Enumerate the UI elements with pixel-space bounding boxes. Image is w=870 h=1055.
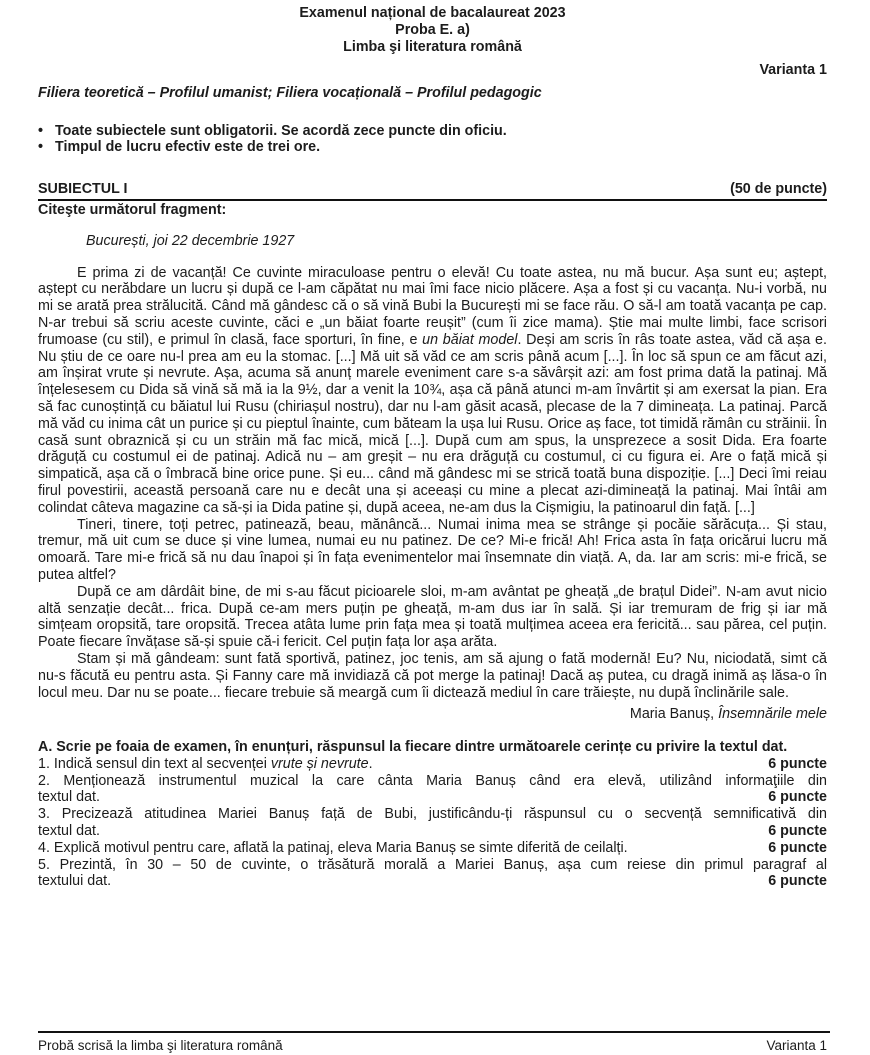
question-item-2 — [38, 773, 827, 807]
subject1-header — [38, 181, 827, 201]
fragment-p1-italic: un băiat model — [422, 331, 518, 348]
subject1-points: (50 de puncte) — [730, 181, 827, 198]
author-name: Maria Banuș, — [629, 706, 719, 723]
fragment-p1-text: . Deși am scris în râs toate astea, văd că așa e. Nu știu de ce oare nu-l prea am eu la stomac. [...] Mă uit să văd ce am scris până acum [...]. În loc să spun ce am făcut azi, am înșirat vrute și nevrute. Așa, acuma să anunț marele eveniment care s-a săvârșit azi: am fost prima dată la patinaj. Mă înțelesesem cu Dida să vină să mă ia la 9½, dar a venit la 10¾, așa că până atunci m-am învârtit și am exersat la pian. Era să fac cunoștință cu băiatul lui Rusu (chiriașul nostru), dar nu l-am găsit acasă, plecase de la 7 dimineața. La patinaj. Parcă mă văd cu inima cât un purice și cu pieptul înainte, cum băteam la ușa lui Rusu. Orice aș face, tot timidă rămân cu străinii. În casă sunt obraznică și cu un străin mă fac mică, mică [...]. După cum am spus, la unsprezece a sosit Dida. Era foarte drăguță cu costumul ei de patinaj. Adică nu – am greșit – nu era drăguță cu costumul, ci cu figura ei. Are o față mică și simpatică, așa că o îmbracă bine orice pune. Și eu... când mă gândesc mi se strică toată buna dispoziție. [...] Deci îmi reiau firul povestirii, această persoană care nu e decât una și aceeași cu mine a plecat azi-dimineață la patinaj. Mai întâi am colindat câteva magazine ca să-și ia Dida patine și, după aceea, ne-am dus la Cișmigiu, la patinoarul din față. [...] — [38, 331, 827, 516]
points-badge: 6 puncte — [768, 789, 827, 806]
subject1-title: SUBIECTUL I — [38, 181, 128, 198]
note-text: Toate subiectele sunt obligatorii. Se acordă zece puncte din oficiu. — [55, 122, 507, 139]
section-a-heading: A. Scrie pe foaia de examen, în enunțuri, răspunsul la fiecare dintre următoarele cerințe cu privire la textul dat. — [38, 739, 788, 756]
points-badge: 6 puncte — [768, 839, 827, 856]
question-item-4 — [38, 840, 827, 857]
variant-label: Varianta 1 — [759, 62, 827, 78]
points-badge: 6 puncte — [768, 823, 827, 840]
points-badge: 6 puncte — [768, 873, 827, 890]
bullet-icon: • — [38, 122, 44, 139]
footer-right-text: Varianta 1 — [766, 1038, 827, 1053]
exam-header — [38, 5, 827, 102]
question-text-tail: textului dat. — [38, 873, 112, 890]
question-item-1 — [38, 756, 827, 773]
question-item-3 — [38, 806, 827, 840]
question-text-tail: textul dat. — [38, 789, 100, 806]
footer-left-text: Probă scrisă la limba şi literatura română — [38, 1038, 283, 1053]
exam-proba: Proba E. a) — [395, 22, 470, 38]
question-text: 1. Indică sensul din text al secvenței vrute și nevrute. — [38, 755, 373, 772]
exam-subject-name: Limba şi literatura română — [343, 39, 522, 55]
question-item-5 — [38, 857, 827, 891]
exam-title: Examenul național de bacalaureat 2023 — [299, 5, 566, 21]
fragment-dateline: București, joi 22 decembrie 1927 — [86, 232, 295, 249]
page-footer — [38, 1038, 827, 1055]
question-text-tail: textul dat. — [38, 823, 100, 840]
question-text: 3. Precizează atitudinea Mariei Banuș față de Bubi, justificându-ți răspunsul cu o secvență semnificativă din — [38, 806, 827, 823]
points-badge: 6 puncte — [768, 755, 827, 772]
fragment-paragraph-2: Tineri, tinere, toți petrec, patinează, beau, mănâncă... Numai inima mea se strânge și pocăie sărăcuța... Și stau, tremur, mă uit cum se duce și vine lumea, numai eu nu patinez. De ce? Mi-e frică! Ah! Frica asta în fața oricărui lucru mă omoară. Tare mi-e frică să nu dau înapoi și în fața evenimentelor mai însemnate din viață. A, da. Iar am scris: mi-e frică, se putea altfel? — [38, 516, 827, 583]
question-text: 4. Explică motivul pentru care, aflată la patinaj, eleva Maria Banuș se simte diferită de ceilalți. — [38, 839, 628, 856]
general-notes — [38, 123, 827, 157]
filiera-line: Filiera teoretică – Profilul umanist; Filiera vocațională – Profilul pedagogic — [38, 84, 542, 101]
footer-divider — [38, 1031, 830, 1033]
read-instruction: Citeşte următorul fragment: — [38, 201, 227, 218]
work-title: Însemnările mele — [718, 706, 827, 723]
note-item — [38, 139, 827, 156]
question-text: 2. Menționează instrumentul muzical la care cânta Maria Banuș când era elevă, utilizând informaţiile din — [38, 772, 827, 789]
fragment-paragraph-3: După ce am dârdâit bine, de mi s-au făcut picioarele sloi, m-am avântat pe gheață „de brațul Didei”. N-am avut nicio altă senzație decât... frica. După ce-am mers puțin pe gheață, m-am dus iar în sală. Și iar tremuram de frig și iar mă simțeam oropsită, tare oropsită. Trecea atâta lume prin fața mea și toată mulțimea aceea era fericită... sau părea, cel puțin. Poate fiecare învățase să-și spuie că-i fericit. Cel puțin fața lor așa arăta. — [38, 583, 827, 651]
note-text: Timpul de lucru efectiv este de trei ore. — [55, 139, 321, 156]
fragment-p1-text: E prima zi de vacanță! Ce cuvinte miraculoase pentru o elevă! Cu toate astea, nu mă bucur. Așa sunt eu; aștept, aștept cu nerăbdare un lucru și după ce l-am căpătat nu mai îmi face nicio plăcere. Așa a fost și cu vacanța. Nu-i vorbă, nu mi se arată prea strălucită. Când mă gândesc că o să vină Bubi la București mi se face rău. O să-l am toată vacanța pe cap. N-ar trebui să scriu aceste cuvinte, căci e „un băiat foarte reușit” (cum îi zice mama). Știe mai multe limbi, face scrisori frumoase (cu stil), e primul în clasă, face sporturi, în fine, e — [38, 264, 827, 348]
fragment-attribution — [38, 706, 827, 723]
fragment-paragraph-1 — [38, 265, 827, 517]
fragment-paragraph-4: Stam și mă gândeam: sunt fată sportivă, patinez, joc tenis, am să ajung o fată modernă! Eu? Nu, niciodată, simt că nu-s făcută eu pentru asta. Și Fanny care mă invidiază că pot merge la patinaj! Dacă aș putea, cu dragă inimă aș lăsa-o în locul meu. Dar nu se poate... fiecare trebuie să meargă cum îi dictează mediul în care trăiește, nu după înclinările sale. — [38, 650, 827, 701]
bullet-icon: • — [38, 139, 44, 156]
note-item — [38, 123, 827, 140]
question-text: 5. Prezintă, în 30 – 50 de cuvinte, o trăsătură morală a Mariei Banuș, așa cum reiese din primul paragraf al — [38, 856, 827, 873]
